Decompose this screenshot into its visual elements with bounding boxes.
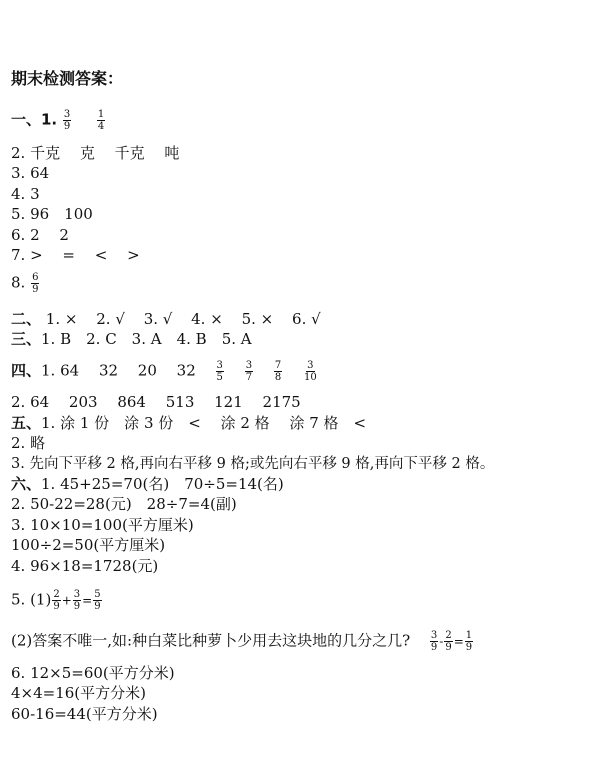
s1-line-3: 3. 64 [11, 164, 50, 182]
cross-mark-icon: × [260, 310, 274, 328]
eq2-frac-b: $\frac{2}{9}$ [445, 630, 452, 653]
s2-item-6: 6. √ [292, 310, 321, 328]
s6-line-9: 4×4=16(平方分米) [11, 684, 147, 702]
s6-line-1: 六、1. 45+25=70(名) 70÷5=14(名) [11, 475, 284, 493]
s1-frac-1: $\frac{3}{9}$ [63, 109, 71, 132]
s1-line-2: 2. 千克 克 千克 吨 [11, 144, 180, 162]
eq2-frac-c: $\frac{1}{9}$ [465, 630, 473, 653]
s4-line-2: 2. 64 203 864 513 121 2175 [11, 393, 301, 411]
check-mark-icon: √ [311, 310, 321, 328]
s1-frac-2: $\frac{1}{4}$ [97, 109, 105, 132]
s1-line-1 [11, 109, 106, 132]
s4-frac-3: $\frac{7}{8}$ [274, 360, 282, 383]
s6-line-6: 5. (1) $\frac{2}{9}$ + $\frac{3}{9}$ = $\frac{5}{9}$ [11, 589, 101, 612]
s5-line-1: 五、1. 涂 1 份 涂 3 份 < 涂 2 格 涂 7 格 < [11, 414, 367, 432]
s3-head: 三、 [11, 330, 42, 348]
s4-line-1: 四、1. 64 32 20 32 $\frac{3}{5}$ $\frac{3}{7}$ $\frac{7}{8}$ $\frac{3}{10}$ [11, 360, 317, 383]
s6-line-2: 2. 50-22=28(元) 28÷7=4(副) [11, 495, 237, 513]
s6-head: 六、 [11, 475, 42, 493]
eq1-frac-b: $\frac{3}{9}$ [73, 589, 81, 612]
s6-line-5: 4. 96×18=1728(元) [11, 557, 159, 575]
s6-line-7: (2)答案不唯一,如:种白菜比种萝卜少用去这块地的几分之几? $\frac{3}{9}$ - $\frac{2}{9}$ = $\frac{1}{9}$ [11, 630, 473, 653]
eq1-frac-c: $\frac{5}{9}$ [94, 589, 101, 612]
s2-line [11, 310, 321, 328]
s1-line-4: 4. 3 [11, 185, 40, 203]
s1-line-6: 6. 2 2 [11, 226, 69, 244]
s5-line-2: 2. 略 [11, 434, 46, 452]
s4-frac-4: $\frac{3}{10}$ [304, 360, 317, 383]
s6-line-8: 6. 12×5=60(平方分米) [11, 664, 175, 682]
s2-item-5: 5. × [241, 310, 274, 328]
page-title: 期末检测答案： [11, 69, 124, 88]
s1-line-8: 8. $\frac{6}{9}$ [11, 272, 39, 295]
s4-head: 四、 [11, 361, 42, 380]
s1-line-5: 5. 96 100 [11, 205, 93, 223]
s1-line-7: 7. > = < > [11, 246, 140, 264]
cross-mark-icon: × [64, 310, 78, 328]
check-mark-icon: √ [115, 310, 125, 328]
s2-item-4: 4. × [191, 310, 223, 328]
s2-item-1: 1. × [45, 310, 78, 328]
eq2-frac-a: $\frac{3}{9}$ [430, 630, 438, 653]
s5-line-3: 3. 先向下平移 2 格,再向右平移 9 格;或先向右平移 9 格,再向下平移 2 格。 [11, 456, 495, 472]
eq1-frac-a: $\frac{2}{9}$ [53, 589, 60, 612]
s4-frac-2: $\frac{3}{7}$ [245, 360, 253, 383]
s3-line: 三、1. B 2. C 3. A 4. B 5. A [11, 330, 252, 348]
s4-frac-1: $\frac{3}{5}$ [216, 360, 223, 383]
s6-line-4: 100÷2=50(平方厘米) [11, 536, 166, 554]
s2-item-3: 3. √ [143, 310, 173, 328]
s5-head: 五、 [11, 414, 42, 432]
s6-line-10: 60-16=44(平方分米) [11, 705, 158, 723]
s1-frac-8: $\frac{6}{9}$ [32, 272, 39, 295]
s2-item-2: 2. √ [96, 310, 125, 328]
check-mark-icon: √ [162, 310, 173, 328]
s1-head: 一、1. [11, 110, 58, 129]
cross-mark-icon: × [210, 310, 223, 328]
s6-line-3: 3. 10×10=100(平方厘米) [11, 516, 194, 534]
s2-head: 二、 [11, 310, 42, 328]
